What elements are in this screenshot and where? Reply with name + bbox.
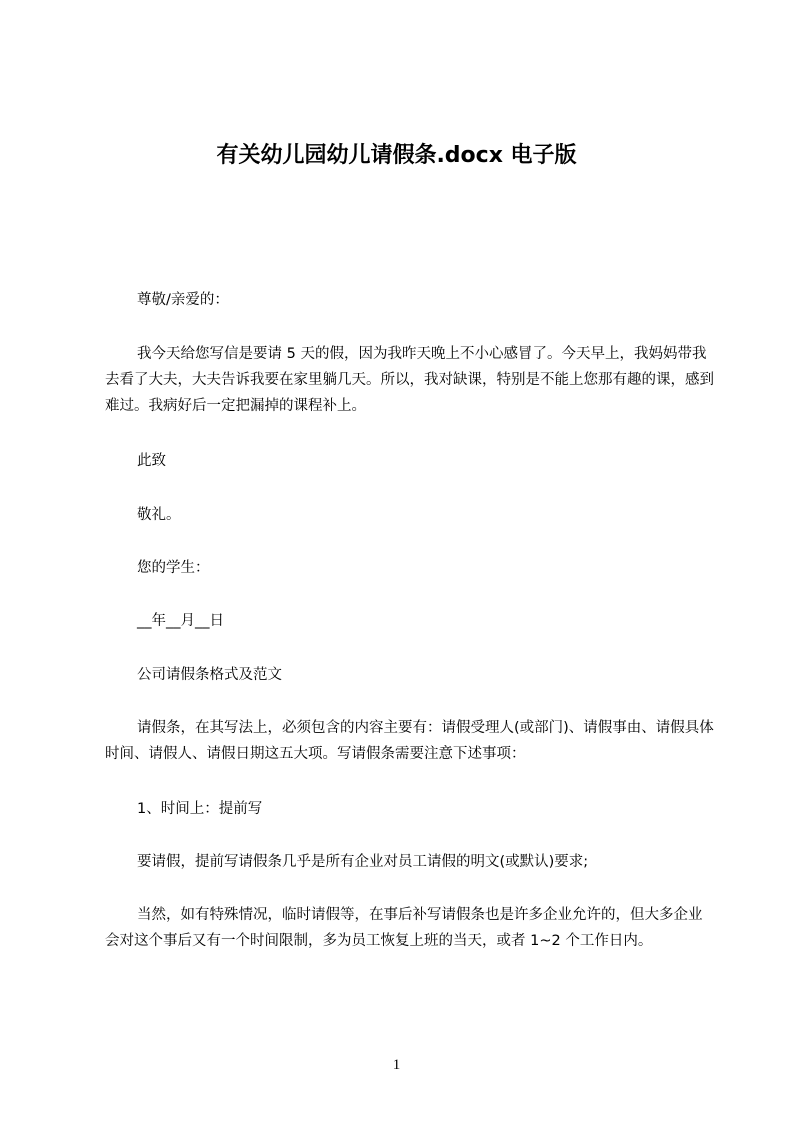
point-1-heading: 1、时间上：提前写 (137, 801, 263, 817)
closing-line-1: 此致 (137, 453, 166, 469)
page-number: 1 (392, 1057, 401, 1073)
signature-line: 您的学生： (137, 560, 210, 576)
body-paragraph: 我今天给您写信是要请 5 天的假，因为我昨天晚上不小心感冒了。今天早上，我妈妈带我去看了大夫，大夫告诉我要在家里躺几天。所以，我对缺课，特别是不能上您那有趣的课，感到难过。我病好后一定把漏掉的课程补上。 (105, 346, 714, 414)
intro-paragraph: 请假条，在其写法上，必须包含的内容主要有：请假受理人(或部门)、请假事由、请假具体时间、请假人、请假日期这五大项。写请假条需要注意下述事项： (105, 720, 714, 762)
section-heading: 公司请假条格式及范文 (137, 667, 282, 683)
closing-line-2: 敬礼。 (137, 507, 181, 523)
date-line: __年__月__日 (137, 613, 224, 629)
point-1-text: 要请假，提前写请假条几乎是所有企业对员工请假的明文(或默认)要求; (137, 854, 589, 870)
document-title: 有关幼儿园幼儿请假条.docx 电子版 (216, 143, 577, 168)
salutation: 尊敬/亲爱的： (137, 292, 229, 308)
point-1-note: 当然，如有特殊情况，临时请假等，在事后补写请假条也是许多企业允许的，但大多企业会对这个事后又有一个时间限制，多为员工恢复上班的当天，或者 1~2 个工作日内。 (105, 907, 703, 949)
